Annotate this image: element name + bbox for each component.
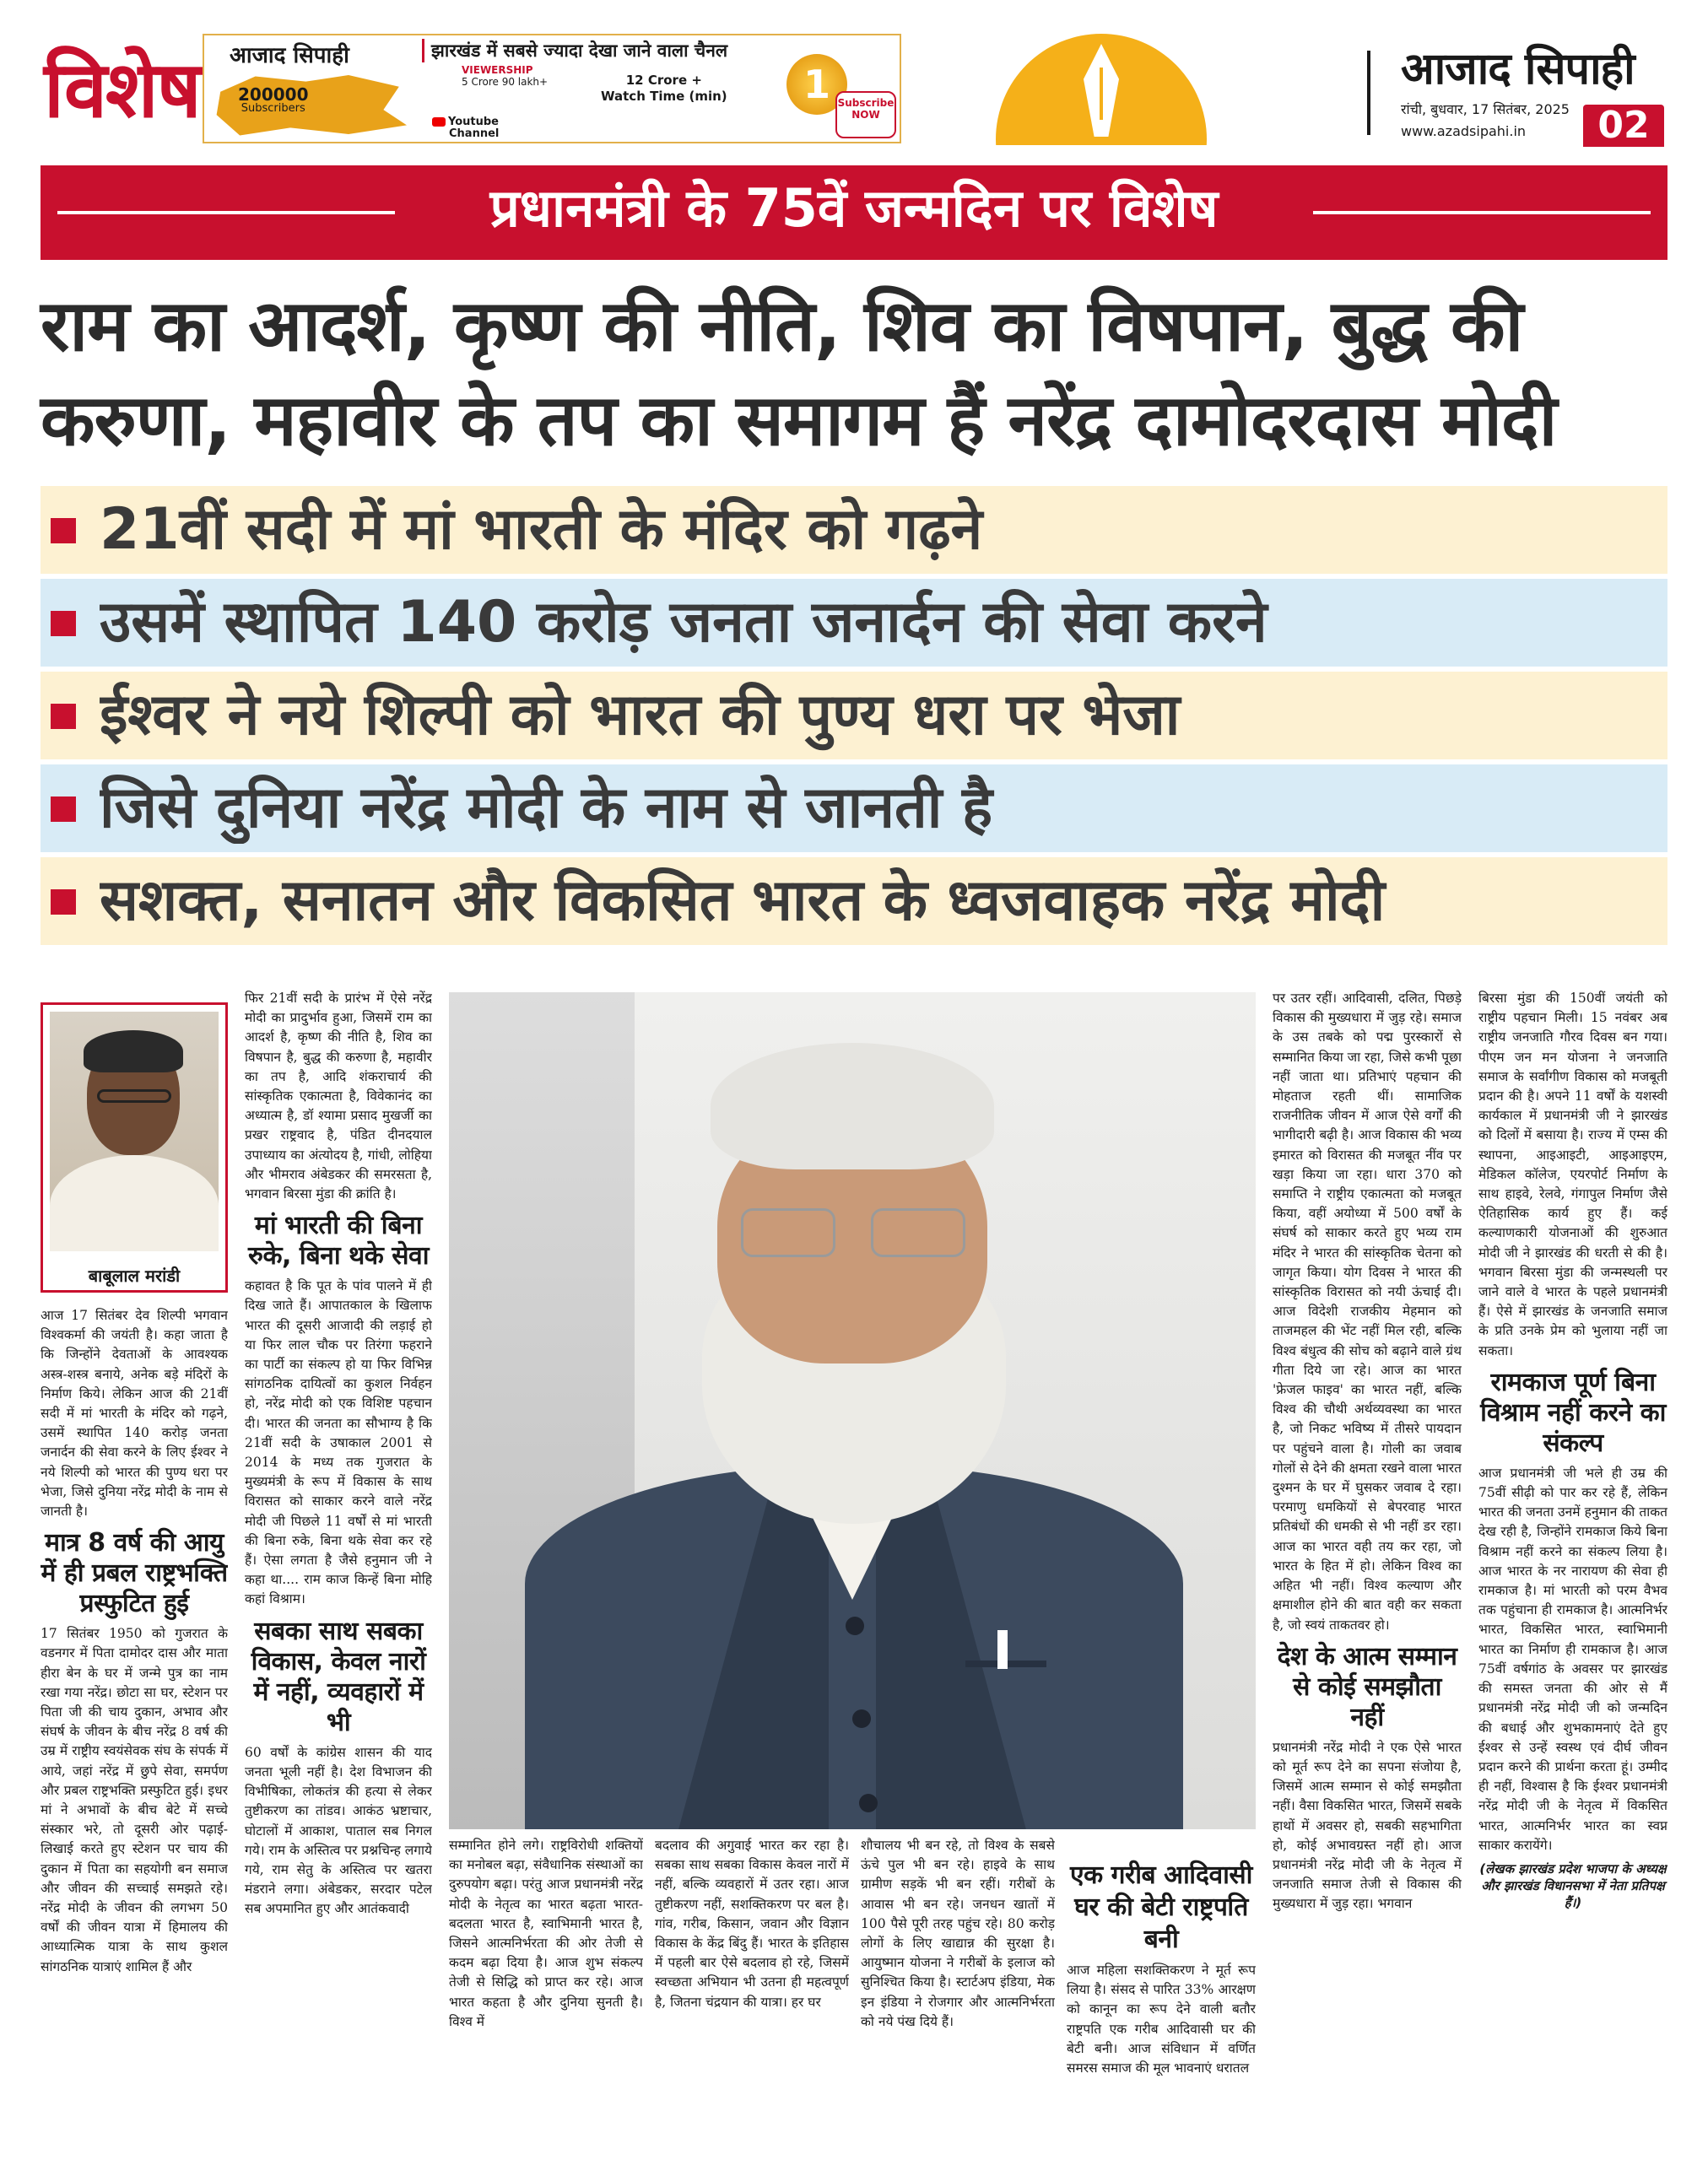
bullet-band bbox=[41, 672, 1667, 759]
ad-youtube-line1: Youtube bbox=[448, 116, 499, 128]
newspaper-name: आजाद सिपाही bbox=[1401, 44, 1635, 94]
article-paragraph: फिर 21वीं सदी के प्रारंभ में ऐसे नरेंद्र मोदी का प्रादुर्भाव हुआ, जिसमें राम का आदर्श है, कृष्ण की नीति है, शिव का विषपान है, बुद्ध की करुणा है, महावीर का तप है, आदि शंकराचार्य की सांस्कृतिक एकात्मता है, विवेकानंद का अध्यात्म है, डॉ श्यामा प्रसाद मुखर्जी का प्रखर राष्ट्रवाद है, पंडित दीनदयाल उपाध्याय का अंत्योदय है, गांधी, लोहिया और भीमराव अंबेडकर की समरसता है, भगवान बिरसा मुंडा की क्रांति है। bbox=[245, 991, 432, 1202]
ad-subscribers-count: 200000 bbox=[238, 84, 309, 105]
divider bbox=[1367, 51, 1370, 135]
article-subheading: सबका साथ सबका विकास, केवल नारों में नहीं, व्यवहारों में भी bbox=[251, 1616, 426, 1737]
youtube-channel-ad[interactable] bbox=[203, 34, 901, 143]
bullet-band bbox=[41, 579, 1667, 667]
ad-watch-time-label: Watch Time (min) bbox=[601, 88, 727, 104]
page-number: 02 bbox=[1583, 105, 1664, 147]
ad-watch-time-value: 12 Crore + bbox=[625, 73, 702, 88]
article-paragraph: प्रधानमंत्री नरेंद्र मोदी ने एक ऐसे भारत को मूर्त रूप देने का सपना संजोया है, जिसमें आत्म सम्मान से कोई समझौता नहीं। वैसा विकसित भारत, जिसमें सबके हाथों में अवसर हो, सबकी सहभागिता हो, कोई अभावग्रस्त नहीं हो। आज प्रधानमंत्री नरेंद्र मोदी जी के नेतृत्व में जनजाति समाज तेजी से विकास की मुख्यधारा में जुड़ रहा। भगवान bbox=[1273, 1739, 1462, 1912]
divider bbox=[57, 211, 395, 214]
masthead bbox=[0, 0, 1708, 152]
article-paragraph: आज महिला सशक्तिकरण ने मूर्त रूप लिया है। संसद से पारित 33% आरक्षण को कानून का रूप देने वाली बतौर राष्ट्रपति एक गरीब आदिवासी घर की बेटी बनी। आज संविधान में वर्णित समरस समाज की मूल भावनाएं धरातल bbox=[1067, 1963, 1256, 2076]
number-one-medal-icon: 1 bbox=[786, 54, 847, 115]
article-paragraph: सम्मानित होने लगे। राष्ट्रविरोधी शक्तियों का मनोबल बढ़ा, संवैधानिक संस्थाओं का दुरुपयोग बढ़ा। परंतु आज प्रधानमंत्री नरेंद्र मोदी के नेतृत्व का भारत बढ़ता भारत-बदलता भारत है, स्वाभिमानी भारत है, जिसने आत्मनिर्भरता की ओर तेजी से कदम बढ़ा दिया है। आज शुभ संकल्प तेजी से सिद्धि को प्राप्त कर रहे। आज भारत कहता है और दुनिया सुनती है। विश्व में bbox=[449, 1838, 643, 2029]
bullet-square-icon bbox=[51, 704, 76, 729]
article-column-5 bbox=[861, 1836, 1055, 2150]
subscribe-line2: NOW bbox=[851, 108, 880, 121]
ad-youtube-line2: Channel bbox=[449, 127, 500, 141]
article-paragraph: आज 17 सितंबर देव शिल्पी भगवान विश्वकर्मा की जयंती है। कहा जाता है कि जिन्होंने देवताओं के आवश्यक अस्त्र-शस्त्र बनाये, अनेक बड़े मंदिरों के निर्माण किये। लेकिन आज की 21वीं सदी में मां भारती के मंदिर को गढ़ने, उसमें स्थापित 140 करोड़ जनता जनार्दन की सेवा करने के लिए ईश्वर ने नये शिल्पी को भारत की पुण्य धरा पर भेजा, जिसे दुनिया नरेंद्र मोदी के नाम से जानती है। bbox=[41, 1308, 228, 1520]
subscribe-now-button[interactable] bbox=[835, 91, 896, 138]
article-subheading: मां भारती की बिना रुके, बिना थके सेवा bbox=[248, 1211, 429, 1272]
ad-viewership-label: VIEWERSHIP bbox=[462, 64, 533, 76]
youtube-icon bbox=[432, 117, 446, 127]
ad-watch-time bbox=[601, 73, 727, 105]
website-link[interactable]: www.azadsipahi.in bbox=[1401, 123, 1527, 139]
ad-youtube-label bbox=[432, 116, 499, 141]
article-column-1 bbox=[41, 1306, 228, 2150]
bullet-square-icon bbox=[51, 796, 76, 822]
article-column-3 bbox=[449, 1836, 643, 2150]
main-headline: राम का आदर्श, कृष्ण की नीति, शिव का विषपान, बुद्ध की करुणा, महावीर के तप का समागम हैं नरेंद्र दामोदरदास मोदी bbox=[41, 284, 1557, 462]
article-paragraph: शौचालय भी बन रहे, तो विश्व के सबसे ऊंचे पुल भी बन रहे। हाइवे के साथ ग्रामीण सड़कें भी बन रहीं। गरीबों के आवास भी बन रहे। जनधन खातों में 100 पैसे पूरी तरह पहुंच रहे। 80 करोड़ लोगों के लिए खाद्यान्न की सुरक्षा है। आयुष्मान योजना ने गरीबों के इलाज को सुनिश्चित किया है। स्टार्टअप इंडिया, मेक इन इंडिया ने रोजगार और आत्मनिर्भरता को नये पंख दिये हैं। bbox=[861, 1838, 1055, 2029]
banner-title: प्रधानमंत्री के 75वें जन्मदिन पर विशेष bbox=[489, 177, 1219, 239]
article-column-6 bbox=[1067, 1853, 1256, 2150]
article-paragraph: बदलाव की अगुवाई भारत कर रहा है। सबका साथ सबका विकास केवल नारों में नहीं, बल्कि व्यवहारों में उतर रहा। आज तुष्टीकरण नहीं, सशक्तिकरण पर बल है। गांव, गरीब, किसान, जवान और विज्ञान विकास के केंद्र बिंदु हैं। भारत के इतिहास में पहली बार ऐसे बदलाव हो रहे, जिसमें स्वच्छता अभियान भी उतना ही महत्वपूर्ण है, जितना चंद्रयान की यात्रा। हर घर bbox=[655, 1838, 849, 2010]
bullet-text: उसमें स्थापित 140 करोड़ जनता जनार्दन की सेवा करने bbox=[100, 589, 1267, 656]
bullet-band bbox=[41, 486, 1667, 574]
pm-portrait-photo bbox=[449, 992, 1256, 1829]
article-paragraph: आज प्रधानमंत्री जी भले ही उम्र की 75वीं सीढ़ी को पार कर रहे हैं, लेकिन भारत की जनता उनमें हनुमान की ताकत देख रही है, जिन्होंने रामकाज किये बिना विश्राम नहीं करने का संकल्प लिया है। आज भारत के नर नारायण की सेवा ही रामकाज है। मां भारती को परम वैभव तक पहुंचाना ही रामकाज है। आत्मनिर्भर भारत, विकसित भारत, स्वाभिमानी भारत का निर्माण ही रामकाज है। आज 75वीं वर्षगांठ के अवसर पर झारखंड की समस्त जनता की ओर से मैं प्रधानमंत्री नरेंद्र मोदी जी को जन्मदिन की बधाई और शुभकामनाएं देते हुए ईश्वर से उन्हें स्वस्थ एवं दीर्घ जीवन प्रदान करने की प्रार्थना करता हूं। उम्मीद ही नहीं, विश्वास है कि ईश्वर प्रधानमंत्री नरेंद्र मोदी जी के नेतृत्व में विकसित भारत, आत्मनिर्भर भारत का स्वप्न साकार करायेंगे। bbox=[1478, 1465, 1667, 1853]
bullet-band bbox=[41, 857, 1667, 945]
special-banner bbox=[41, 165, 1667, 260]
bullet-square-icon bbox=[51, 889, 76, 915]
article-paragraph: 17 सितंबर 1950 को गुजरात के वडनगर में पिता दामोदर दास और माता हीरा बेन के घर में जन्मे पुत्र का नाम रखा गया नरेंद्र। छोटा सा घर, स्टेशन पर पिता जी की चाय दुकान, अभाव और संघर्ष के जीवन के बीच नरेंद्र 8 वर्ष की उम्र में राष्ट्रीय स्वयंसेवक संघ के संपर्क में आये, जहां नरेंद्र में छुपे सेवा, समर्पण और प्रबल राष्ट्रभक्ति प्रस्फुटित हुई। इधर मां ने अभावों के बीच बेटे में सच्चे संस्कार भरे, तो दूसरी ओर पढ़ाई-लिखाई करते हुए स्टेशन पर चाय की दुकान में पिता का सहयोगी बन समाज और जीवन की सच्चाई समझते रहे। नरेंद्र मोदी के जीवन की लगभग 50 वर्षों की जीवन यात्रा में हिमालय की आध्यात्मिक यात्रा के साथ कुशल सांगठनिक यात्राएं शामिल हैं और bbox=[41, 1626, 228, 1974]
highlight-bullets bbox=[41, 486, 1667, 950]
article-column-8 bbox=[1478, 989, 1667, 2150]
dateline: रांची, बुधवार, 17 सितंबर, 2025 bbox=[1401, 101, 1570, 117]
ad-subscribers-label: Subscribers bbox=[241, 102, 305, 115]
article-subheading: देश के आत्म सम्मान से कोई समझौता नहीं bbox=[1277, 1641, 1457, 1732]
article-subheading: एक गरीब आदिवासी घर की बेटी राष्ट्रपति बनी bbox=[1070, 1860, 1252, 1954]
bullet-text: 21वीं सदी में मां भारती के मंदिर को गढ़ने bbox=[100, 496, 983, 563]
ad-subscribers bbox=[238, 86, 309, 114]
bullet-text: ईश्वर ने नये शिल्पी को भारत की पुण्य धरा पर भेजा bbox=[100, 682, 1181, 748]
author-byline: (लेखक झारखंड प्रदेश भाजपा के अध्यक्ष और झारखंड विधानसभा में नेता प्रतिपक्ष हैं।) bbox=[1479, 1860, 1667, 1910]
bullet-text: सशक्त, सनातन और विकसित भारत के ध्वजवाहक नरेंद्र मोदी bbox=[100, 867, 1386, 934]
ad-viewership bbox=[462, 64, 548, 89]
subscribe-line1: Subscribe bbox=[837, 97, 895, 109]
author-box bbox=[41, 1002, 228, 1293]
section-label: विशेष bbox=[44, 45, 200, 135]
article-paragraph: पर उतर रहीं। आदिवासी, दलित, पिछड़े विकास की मुख्यधारा में जुड़ रहे। समाज के उस तबके को पद्म पुरस्कारों से सम्मानित किया जा रहा, जिसे कभी पूछा नहीं जाता था। प्रतिभाएं पहचान की मोहताज रहती थीं। सामाजिक राजनीतिक जीवन में आज ऐसे वर्गों की भागीदारी बढ़ी है। आज विकास की भव्य इमारत को विरासत की मजबूत नींव पर खड़ा किया जा रहा। धारा 370 को समाप्ति ने राष्ट्रीय एकात्मता को मजबूत किया, वहीं अयोध्या में 500 वर्षों के संघर्ष को साकार करते हुए भव्य राम मंदिर ने भारत की सांस्कृतिक चेतना को जागृत किया। योग दिवस ने भारत की सांस्कृतिक विरासत को नयी ऊंचाई दी। आज विदेशी राजकीय मेहमान को ताजमहल की भेंट नहीं मिल रही, बल्कि विश्व बंधुत्व की सोच को बढ़ाने वाले ग्रंथ गीता दिये जा रहे। आज का भारत 'फ्रेजल फाइव' का भारत नहीं, बल्कि विश्व की चौथी अर्थव्यवस्था का भारत है, जो निकट भविष्य में तीसरे पायदान पर पहुंचने वाला है। गोली का जवाब गोलों से देने की क्षमता रखने वाला भारत दुश्मन के घर में घुसकर जवाब दे रहा। परमाणु धमकियों से बेपरवाह भारत प्रतिबंधों की धमकी से भी नहीं डर रहा। आज का भारत वही तय कर रहा, जो भारत के हित में हो। लेकिन विश्व का अहित भी नहीं। विश्व कल्याण और क्षमाशील होने की बात वही कर सकता है, जो स्वयं ताकतवर हो। bbox=[1273, 991, 1462, 1633]
bullet-band bbox=[41, 764, 1667, 852]
bullet-text: जिसे दुनिया नरेंद्र मोदी के नाम से जानती है bbox=[100, 775, 993, 841]
ad-brand: आजाद सिपाही bbox=[230, 43, 349, 68]
article-paragraph: कहावत है कि पूत के पांव पालने में ही दिख जाते हैं। आपातकाल के खिलाफ भारत की दूसरी आजादी की लड़ाई हो या फिर लाल चौक पर तिरंगा फहराने का पार्टी का संकल्प हो या फिर विभिन्न सांगठनिक दायित्वों का कुशल निर्वहन हो, नरेंद्र मोदी को एक विशिष्ट पहचान दी। भारत की जनता का सौभाग्य है कि 21वीं सदी के उषाकाल 2001 से 2014 के मध्य तक गुजरात के मुख्यमंत्री के रूप में विकास के साथ विरासत को साकार करने वाले नरेंद्र मोदी जी पिछले 11 वर्षों से मां भारती की बिना रुके, बिना थके सेवा कर रहे हैं। ऐसा लगता है जैसे हनुमान जी ने कहा था.... राम काज किन्हें बिना मोहि कहां विश्राम। bbox=[245, 1278, 432, 1607]
article-paragraph: बिरसा मुंडा की 150वीं जयंती को राष्ट्रीय पहचान मिली। 15 नवंबर अब राष्ट्रीय जनजाति गौरव दिवस बन गया। पीएम जन मन योजना ने जनजाति समाज के सर्वांगीण विकास को मजबूती प्रदान की है। अपने 11 वर्षों के यशस्वी कार्यकाल में प्रधानमंत्री जी ने झारखंड को दिलों में बसाया है। राज्य में एम्स की स्थापना, आइआइटी, आइआइएम, मेडिकल कॉलेज, एयरपोर्ट निर्माण के साथ हाइवे, रेलवे, गंगापुल निर्माण जैसे ऐतिहासिक कार्य हुए हैं। कई कल्याणकारी योजनाओं की शुरुआत मोदी जी ने झारखंड की धरती से की है। भगवान बिरसा मुंडा की जन्मस्थली पर जाने वाले वे भारत के पहले प्रधानमंत्री हैं। ऐसे में झारखंड के जनजाति समाज के प्रति उनके प्रेम को भुलाया नहीं जा सकता। bbox=[1478, 991, 1667, 1358]
article-column-2 bbox=[245, 989, 432, 2150]
article-subheading: रामकाज पूर्ण बिना विश्राम नहीं करने का संकल्प bbox=[1480, 1367, 1666, 1458]
author-photo bbox=[50, 1012, 219, 1251]
ad-viewership-value: 5 Crore 90 lakh+ bbox=[462, 76, 549, 89]
article-column-7 bbox=[1273, 989, 1462, 2150]
author-name: बाबूलाल मरांडी bbox=[88, 1266, 181, 1286]
divider bbox=[1313, 211, 1651, 214]
ad-tagline: झारखंड में सबसे ज्यादा देखा जाने वाला चैनल bbox=[422, 39, 727, 62]
article-paragraph: 60 वर्षों के कांग्रेस शासन की याद जनता भूली नहीं है। देश विभाजन की विभीषिका, लोकतंत्र की हत्या से लेकर तुष्टीकरण का तांडव। आकंठ भ्रष्टाचार, घोटालों में आकाश, पाताल सब निगल गये। राम के अस्तित्व पर प्रश्नचिन्ह लगाये गये, राम सेतु के अस्तित्व पर खतरा मंडराने लगा। अंबेडकर, सरदार पटेल सब अपमानित हुए और आतंकवादी bbox=[245, 1744, 432, 1917]
bullet-square-icon bbox=[51, 611, 76, 636]
article-subheading: मात्र 8 वर्ष की आयु में ही प्रबल राष्ट्रभक्ति प्रस्फुटित हुई bbox=[41, 1528, 228, 1619]
bullet-square-icon bbox=[51, 518, 76, 543]
article-column-4 bbox=[655, 1836, 849, 2150]
